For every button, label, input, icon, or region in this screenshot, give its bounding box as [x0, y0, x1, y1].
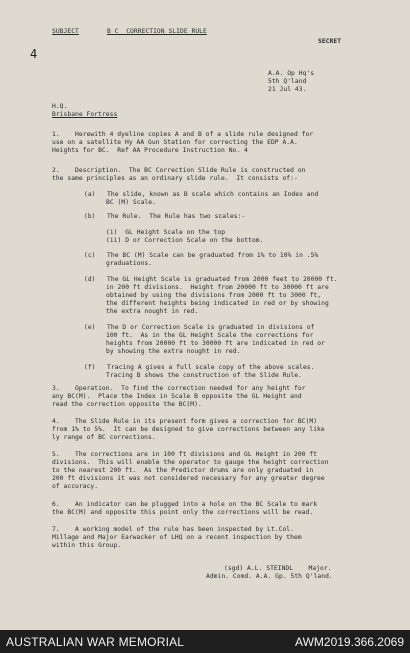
body-line: the same principles as an ordinary slide rule. It consists of:-	[52, 175, 298, 182]
footer-accession: AWM2019.366.2069	[295, 635, 404, 649]
body-line: 4. The Slide Rule in its present form gives a correction for BC(M)	[52, 418, 318, 425]
body-line: (ii) D or Correction Scale on the bottom.	[106, 237, 264, 244]
addressee-line-2: Brisbane Fortress	[52, 111, 118, 118]
body-line: (c) The BC (M) Scale can be graduated from 1% to 10% in .5%	[84, 252, 319, 259]
body-line: 1. Herewith 4 dyeline copies A and B of a slide rule designed for	[52, 131, 314, 138]
body-line: Tracing B shows the construction of the Slide Rule.	[106, 372, 302, 379]
signature-line-1: (sgd) A.L. STEINDL Major.	[224, 565, 332, 572]
body-line: 7. A working model of the rule has been inspected by Lt.Col.	[52, 526, 294, 533]
body-line: Heights for BC. Ref AA Procedure Instruction No. 4	[52, 147, 248, 154]
body-line: 6. An indicator can be plugged into a hole on the BC Scale to mark	[52, 501, 318, 508]
subject-text: B C CORRECTION SLIDE RULE	[107, 28, 207, 35]
footer-source: AUSTRALIAN WAR MEMORIAL	[6, 635, 185, 649]
handwritten-mark: 4	[30, 47, 38, 61]
body-line: the BC(M) and opposite this point only the corrections will be read.	[52, 509, 314, 516]
body-line: (f) Tracing A gives a full scale copy of the above scales.	[84, 364, 315, 371]
from-line-1: A.A. Op Hq's	[268, 70, 315, 77]
body-line: any BC(M). Place the Index in Scale B opposite the GL Height and	[52, 393, 302, 400]
body-line: of accuracy.	[52, 483, 99, 490]
body-line: (i) GL Height Scale on the top	[106, 229, 226, 236]
body-line: 2. Description. The BC Correction Slide Rule is constructed on	[52, 167, 306, 174]
body-line: ly range of BC corrections.	[52, 434, 156, 441]
body-line: by showing the extra nought in red.	[106, 348, 241, 355]
body-line: graduations.	[106, 260, 153, 267]
body-line: 200 ft divisions it was not considered necessary for any greater degree	[52, 475, 325, 482]
body-line: obtained by using the divisions from 2000 ft to 3000 ft,	[106, 292, 322, 299]
signature-line-2: Admin. Comd. A.A. Gp. 5th Q'land.	[206, 573, 333, 580]
body-line: the different heights being indicated in red or by showing	[106, 300, 329, 307]
from-line-3: 21 Jul 43.	[268, 86, 307, 93]
body-line: 3. Operation. To find the correction needed for any height for	[52, 385, 306, 392]
classification-marking: SECRET	[318, 38, 342, 45]
body-line: read the correction opposite the BC(M).	[52, 401, 202, 408]
body-line: within this Group.	[52, 542, 122, 549]
body-line: (b) The Rule. The Rule has two scales:-	[84, 213, 246, 220]
from-line-2: 5th Q'land	[268, 78, 307, 85]
body-line: Millage and Major Earwacker of LHQ on a recent inspection by them	[52, 534, 302, 541]
body-line: use on a satellite Hy AA Gun Station for correcting the EDP A.A.	[52, 139, 298, 146]
body-line: 100 ft. As in the GL Height Scale the corrections for	[106, 332, 314, 339]
body-line: the extra nought in red.	[106, 308, 199, 315]
body-line: (a) The slide, known as B scale which contains an Index and	[84, 191, 319, 198]
body-line: to the nearest 200 ft. As the Predictor drums are only graduated in	[52, 467, 314, 474]
addressee-line-1: H.Q.	[52, 103, 68, 110]
body-line: BC (M) Scale.	[106, 199, 156, 206]
body-line: from 1% to 5%. It can be designed to give corrections between any like	[52, 426, 325, 433]
body-line: 5. The corrections are in 100 ft divisions and GL Height in 200 ft	[52, 451, 318, 458]
body-line: heights from 20000 ft to 30000 ft are indicated in red or	[106, 340, 325, 347]
body-line: (e) The D or Correction Scale is graduated in divisions of	[84, 324, 315, 331]
body-line: (d) The GL Height Scale is graduated from 2000 feet to 20000 ft.	[84, 276, 338, 283]
body-line: divisions. This will enable the operator to gauge the height correction	[52, 459, 329, 466]
subject-label: SUBJECT	[52, 28, 79, 35]
footer-bar	[0, 630, 410, 653]
body-line: in 200 ft divisions. Height from 20000 ft to 30000 ft are	[106, 284, 329, 291]
